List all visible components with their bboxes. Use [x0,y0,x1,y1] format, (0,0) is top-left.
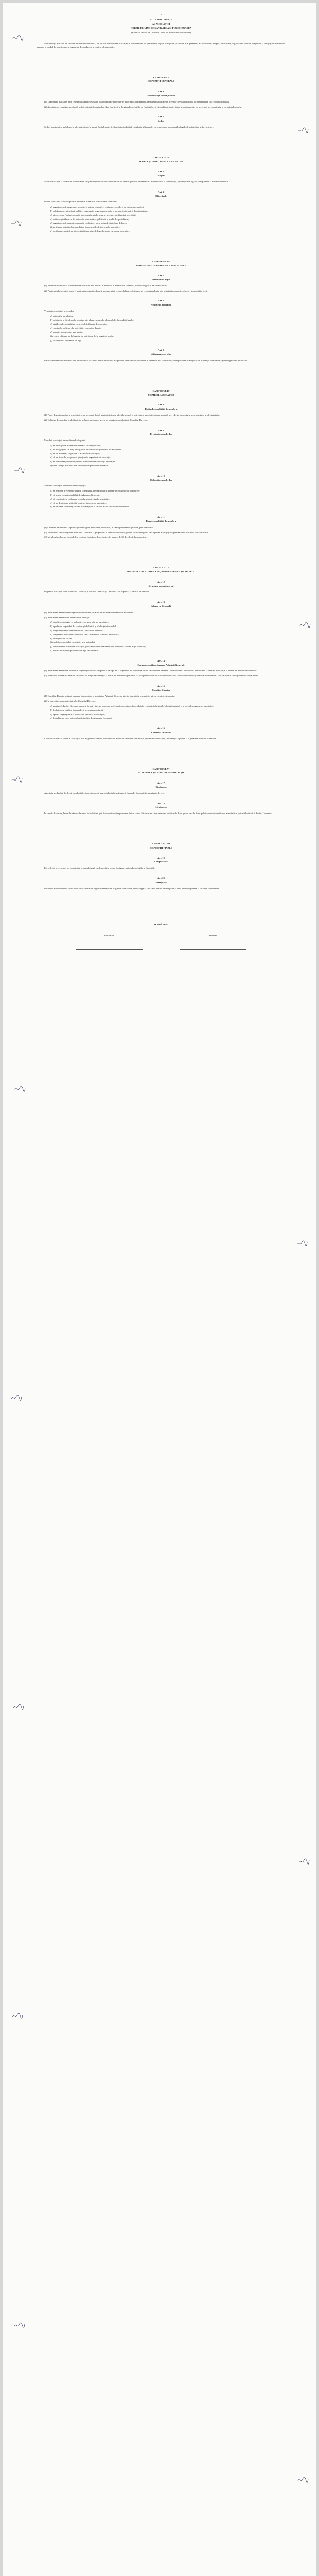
chapter-number: CAPITOLUL IV [152,389,170,392]
list-item: b) să aleagă și să fie aleși în organele de conducere și control ale asociației; [50,448,122,451]
article-paragraph: (1) Poate deveni membru al asociației orice persoană fizică sau juridică care aderă la scopul și obiectivele asociației și care acceptă prevederile prezentului act constitutiv și ale statutului. [44,414,220,417]
list-item: c) să contribuie la realizarea scopului și obiectivelor asociației; [50,497,110,500]
article-number: Art. 19 [157,856,165,859]
article-paragraph: (1) Patrimoniul inițial al asociației este constituit din aportul în numerar al membrilor fondatori, vărsat integral la data constituirii. [44,284,167,287]
list-item: c) dividendele societăților comerciale înființate de asociație; [50,323,108,326]
article-paragraph: Controlul financiar intern al asociației este asigurat de cenzor, care verifică modul în care este administrat patrimoniul asociației, întocmește rapoarte și le prezintă Adunării Generale. [44,737,217,740]
article-number: Art. 7 [158,349,164,352]
article-list [37,444,285,468]
list-item: d) editarea și difuzarea de materiale informative, publicații și studii de specialitate; [50,217,129,221]
article-list [37,489,285,509]
margin-signature-scribble [14,1085,26,1092]
list-item: e) să păstreze confidențialitatea informațiilor la care au acces în calitate de membri. [50,505,130,509]
article-number: Art. 15 [157,684,165,687]
chapter [37,566,285,741]
list-item: d) alegerea și revocarea cenzorului sau a membrilor comisiei de cenzori; [50,633,119,636]
article-paragraph: Prevederile prezentului act constitutiv se completează cu dispozițiile legale în vigoare privind asociațiile și fundațiile. [44,867,155,870]
article-paragraph: (2) Patrimoniul asociației poate fi mărit prin cotizații, donații, sponsorizări, legate, dobânzi, dividende și venituri realizate din activități economice directe, în condițiile legii. [44,289,208,292]
article [37,516,285,539]
document-header [37,13,285,35]
article-heading [37,170,285,178]
article-number: Art. 2 [158,115,164,118]
article-paragraph: Veniturile asociației provin din: [44,310,75,313]
article [37,601,285,653]
article-number: Art. 8 [158,403,164,406]
article-title: Consiliul Director [152,688,170,691]
article [37,685,285,720]
list-item: d) să nu desfășoare activități contrare intereselor asociației; [50,501,107,504]
chapter-number: CAPITOLUL II [153,156,169,159]
article [37,429,285,468]
article-heading [37,191,285,198]
list-item: c) atragerea de fonduri, donații, sponsorizări și alte resurse necesare desfășurării activității; [50,213,136,216]
list-item: e) donații, sponsorizări sau legate; [50,331,83,334]
header-line: NORME PRIVIND ORGANIZAREA ȘI FUNCȚIONAREA [130,27,192,30]
list-item: b) încheie acte juridice în numele și pe seama asociației; [50,708,104,711]
article-number: Art. 12 [157,580,165,583]
article-number: Art. 1 [158,90,164,93]
article-title: Structura organizatorică [148,584,174,587]
list-item: a) prezintă Adunării Generale raportul de activitate pe perioada anterioară, executarea bugetului de venituri și cheltuieli, bilanțul contabil și proiectul programelor asociației; [50,705,214,708]
list-item: h) orice alte atribuții prevăzute în lege sau în statut. [50,649,99,652]
article-paragraph: (1) Adunarea Generală este organul de conducere, alcătuit din totalitatea membrilor asociației. [44,611,133,614]
list-item: f) să se retragă din asociație, în condițiile prevăzute de statut. [50,464,109,467]
article-title: Convocarea și funcționarea Adunării Generale [137,663,185,666]
article-title: Pierderea calității de membru [146,519,176,522]
article-title: Veniturile asociației [151,303,171,307]
article-heading [37,601,285,608]
header-lines [37,18,285,30]
article-heading [37,299,285,307]
article-heading [37,403,285,411]
article-heading [37,877,285,885]
article-paragraph: (2) Excluderea se hotărăște de Adunarea Generală, la propunerea Consiliului Director, pentru încălcarea gravă sau repetată a obligațiilor prevăzute în prezentul act constitutiv. [44,531,209,534]
article-heading [37,274,285,282]
chapter-title: DISPOZIȚII GENERALE [147,80,175,83]
article-heading [37,429,285,437]
header-line: AL ASOCIAȚIEI [152,22,170,25]
article-paragraph: Sediul asociației se stabilește la adresa indicată în statut. Sediul poate fi schimbat prin hotărârea Adunării Generale, cu respectarea procedurilor legale de publicitate și înregistrare. [44,125,214,128]
article-heading [37,349,285,357]
chapter-heading [37,260,285,268]
article-number: Art. 9 [158,429,164,432]
list-item: e) să formuleze propuneri privind îmbunătățirea activității asociației; [50,460,116,463]
article-heading [37,516,285,523]
list-item: b) să achite cotizația stabilită de Adunarea Generală; [50,493,100,496]
chapter [37,260,285,363]
list-item: e) înființarea de filiale; [50,637,73,640]
chapter [37,76,285,129]
article-list [37,705,285,720]
article-title: Drepturile membrilor [150,433,172,436]
document-page [3,3,316,2576]
article-title: Dobândirea calității de membru [145,408,178,411]
article-number: Art. 18 [157,802,165,805]
article [37,299,285,342]
article-paragraph: Organele asociației sunt: Adunarea Generală, Consiliul Director și Cenzorul sau, după caz, Comisia de cenzori. [44,590,150,594]
chapter-heading [37,768,285,775]
intro-paragraph: Subsemnații asociați, în calitate de membri fondatori, au hotărât constituirea asociației în conformitate cu prevederile legale în vigoare, stabilind prin prezentul act constitutiv scopul, obiectivele, organizarea internă, drepturile și obligațiile membrilor, precum și modul de funcționare al organelor de conducere și control ale asociației. [37,42,285,48]
chapter-heading [37,566,285,574]
article-heading [37,782,285,789]
chapter [37,156,285,233]
margin-signature-scribble [14,2321,25,2329]
chapter [37,389,285,539]
margin-signature-scribble [12,2012,23,2020]
margin-signature-scribble [299,621,311,629]
article [37,802,285,816]
article-paragraph: (2) Calitatea de membru se dobândește pe baza unei cereri scrise de adeziune, aprobată de Consiliul Director. [44,418,148,421]
article-title: Lichidarea [155,806,167,809]
article-paragraph: (3) Membrul exclus are dreptul de a contesta hotărârea de excludere în termen de 30 de zile de la comunicare. [44,536,148,539]
article-paragraph: (1) Consiliul Director asigură punerea în executare a hotărârilor Adunării Generale și este format din președinte, vicepreședinte și secretar. [44,694,175,698]
article-paragraph: Membrii asociației au următoarele obligații: [44,484,86,487]
article [37,191,285,233]
article-list [37,315,285,343]
article [37,115,285,129]
article [37,349,285,362]
article [37,474,285,509]
list-item: c) aprobă organigrama și politica de personal a asociației; [50,713,105,716]
chapter-number: CAPITOLUL V [153,566,169,569]
signature-line [180,949,246,950]
chapter-heading [37,76,285,84]
signature-columns [37,934,285,950]
margin-signature-scribble [12,34,24,41]
article-number: Art. 6 [158,299,164,302]
chapter [37,768,285,816]
chapter-title: DISPOZIȚII FINALE [149,846,173,849]
margin-signature-scribble [297,127,309,134]
article [37,90,285,109]
article-number: Art. 20 [157,877,165,880]
article-heading [37,581,285,588]
article-title: Controlul financiar [151,731,171,734]
list-item: c) alegerea și revocarea membrilor Consiliului Director; [50,629,104,632]
signatures-title: SEMNĂTURI [153,923,169,926]
article [37,877,285,890]
article-number: Art. 13 [157,601,165,604]
article-heading [37,685,285,692]
article-paragraph: Resursele financiare ale asociației se utilizează exclusiv pentru realizarea scopului și obiectivelor prevăzute în prezentul act constitutiv, cu respectarea principiilor de eficiență, transparență și bună gestiune financiară. [44,359,248,362]
list-item: d) veniturile realizate din activități economice directe; [50,327,102,330]
list-item: a) organizarea de programe, proiecte și acțiuni educative, culturale, sociale și de informare publică; [50,206,145,209]
article-title: Denumirea și forma juridică [147,94,175,97]
article-title: Adunarea Generală [151,604,171,607]
signature-column [180,934,246,950]
article-paragraph: (2) În exercitarea competenței sale, Consiliul Director: [44,700,96,703]
list-item: a) să participe la Adunarea Generală, cu drept de vot; [50,444,101,447]
article-paragraph: (2) Adunarea Generală are următoarele atribuții: [44,616,90,619]
article-number: Art. 11 [157,516,165,519]
article [37,170,285,183]
article-paragraph: (2) Hotărârile Adunării Generale se adoptă cu majoritatea simplă a voturilor membrilor prezenți, cu excepția hotărârilor privind modificarea actului constitutiv și dizolvarea asociației, care se adoptă cu majoritate de două treimi. [44,674,259,677]
article [37,659,285,678]
margin-signature-scribble [298,1858,310,1865]
article-number: Art. 17 [157,782,165,785]
article-list [37,206,285,233]
article-title: Dizolvarea [155,786,167,789]
article-number: Art. 5 [158,274,164,277]
signatures-block [37,923,285,950]
article-heading [37,727,285,735]
article-heading [37,474,285,482]
article-number: Art. 4 [158,190,164,193]
margin-signature-scribble [10,219,22,227]
article [37,403,285,422]
signature-line [76,949,143,950]
article [37,727,285,740]
signature-role: Secretar [208,934,217,937]
margin-signature-scribble [11,1394,22,1401]
document-subtitle: (Redactat la data de 12 martie 2021, cu modificările ulterioare) [131,31,191,35]
margin-signature-scribble [13,1703,24,1710]
article-list [37,621,285,652]
list-item: b) colaborarea cu instituții publice, organizații neguvernamentale și parteneri din țară și din străinătate; [50,209,148,212]
chapter-number: CAPITOLUL VII [152,842,170,845]
margin-signature-scribble [11,776,23,783]
margin-signature-scribble [296,1240,308,1247]
list-item: e) organizarea de cursuri, seminarii, conferințe, mese rotunde și ateliere de lucru; [50,222,127,225]
article-heading [37,802,285,810]
article-paragraph: Prezentul act constitutiv a fost redactat și semnat în 4 (patru) exemplare originale, cu valoare juridică egală, câte unul pentru fiecare parte și unul pentru depunere la instanța competentă. [44,887,220,890]
margin-signature-scribble [297,2476,309,2483]
article-paragraph: Asociația se dizolvă de drept, prin hotărâre judecătorească sau prin hotărârea Adunării Generale, în condițiile prevăzute de lege. [44,791,165,794]
list-item: g) alte venituri prevăzute de lege. [50,338,82,342]
article-paragraph: (1) Calitatea de membru se pierde prin retragere, excludere, deces sau, în cazul persoanelor juridice, prin dizolvare. [44,526,153,529]
article-paragraph: Scopul asociației îl constituie promovarea, sprijinirea și dezvoltarea activităților de interes general, în beneficiul membrilor și al comunității, prin mijloace legale, transparente și nediscriminatorii. [44,180,229,183]
article [37,857,285,870]
margin-signature-scribble [13,467,25,474]
list-item: a) să respecte prevederile actului constitutiv, ale statutului și hotărârile organelor de conducere; [50,489,140,493]
article-number: Art. 10 [157,474,165,477]
list-item: b) aprobarea bugetului de venituri și cheltuieli și a bilanțului contabil; [50,625,117,628]
chapter-heading [37,156,285,164]
article-paragraph: Pentru realizarea scopului propus, asociația urmărește următoarele obiective: [44,200,117,204]
article-title: Obligațiile membrilor [150,478,172,481]
list-item: a) cotizațiile membrilor; [50,314,74,317]
list-item: g) dizolvarea și lichidarea asociației, precum și stabilirea destinației bunurilor rămase după lichidare; [50,645,146,648]
article-title: Utilizarea resurselor [150,353,172,356]
list-item: b) dobânzile și dividendele rezultate din plasarea sumelor disponibile, în condiții legale; [50,318,134,321]
header-line: ACT CONSTITUTIV [150,18,172,21]
article-title: Obiectivele [155,194,167,197]
chapter-title: ORGANELE DE CONDUCERE, ADMINISTRARE ȘI CONTROL [127,570,196,573]
article-title: Scopul [157,174,165,177]
article-title: Patrimoniul inițial [151,278,171,281]
article-number: Art. 16 [157,727,165,730]
chapter [37,842,285,890]
article-paragraph: Membrii asociației au următoarele drepturi: [44,439,86,442]
article-paragraph: În caz de dizolvare, bunurile rămase în urma lichidării nu pot fi transmise către persoane fizice, ci vor fi transmise către persoane juridice de drept privat sau de drept public cu scop identic sau asemănător, potrivit hotărârii Adunării Generale. [44,812,272,815]
article-title: Completarea [154,860,168,863]
signature-column [76,934,143,950]
chapter-title: PATRIMONIUL ȘI RESURSELE FINANCIARE [136,264,186,267]
article-paragraph: (1) Adunarea Generală se întrunește în ședință ordinară cel puțin o dată pe an și în ședință extraordinară ori de câte ori este necesar, la convocarea Consiliului Director sau la cererea a cel puțin o treime din numărul membrilor. [44,669,257,672]
list-item: d) să participe la programele și acțiunile organizate de asociație; [50,456,111,459]
list-item: c) să fie informați cu privire la activitatea asociației; [50,452,100,455]
article-number: Art. 14 [157,659,165,662]
list-item: f) modificarea actului constitutiv și a statutului; [50,641,96,644]
article-title: Sediul [157,120,165,123]
article [37,782,285,795]
list-item: f) sprijinirea inițiativelor membrilor în domeniile de interes ale asociației; [50,226,120,229]
chapter-title: SCOPUL ȘI OBIECTIVELE ASOCIAȚIEI [139,160,183,163]
article-heading [37,857,285,865]
article-paragraph: (2) Asociația se constituie pe durată nedeterminată, începând cu data înscrierii în Registrul asociațiilor și fundațiilor, și își desfășoară activitatea în conformitate cu prezentul act constitutiv și cu statutul propriu. [44,105,242,108]
document-content [37,13,285,950]
list-item: d) îndeplinește orice alte atribuții stabilite de Adunarea Generală. [50,717,112,720]
chapter-title: DIZOLVAREA ȘI LICHIDAREA ASOCIAȚIEI [136,771,186,774]
page-number: 7 [160,13,162,16]
article [37,274,285,293]
article [37,581,285,594]
chapter-number: CAPITOLUL III [152,260,170,263]
article-heading [37,659,285,667]
chapter-title: MEMBRII ASOCIAȚIEI [148,393,174,396]
list-item: f) resurse obținute de la bugetul de stat și/sau de la bugetele locale; [50,334,114,337]
article-title: Exemplare [155,880,167,884]
article-paragraph: (1) Denumirea asociației este cea stabilită prin dovada de disponibilitate eliberată de autoritatea competentă, iar forma juridică este aceea de persoană juridică de drept privat, fără scop patrimonial. [44,100,230,103]
chapter-number: CAPITOLUL VI [152,767,170,770]
signature-role: Președinte [104,934,115,937]
list-item: g) desfășurarea oricăror alte activități permise de lege, în acord cu scopul asociației. [50,229,130,232]
list-item: a) stabilirea strategiei și a obiectivelor generale ale asociației; [50,621,109,624]
chapter-number: CAPITOLUL I [153,76,169,79]
article-heading [37,115,285,123]
chapter-heading [37,842,285,850]
article-heading [37,90,285,98]
article-number: Art. 3 [158,170,164,173]
chapter-heading [37,389,285,397]
chapters [37,76,285,891]
